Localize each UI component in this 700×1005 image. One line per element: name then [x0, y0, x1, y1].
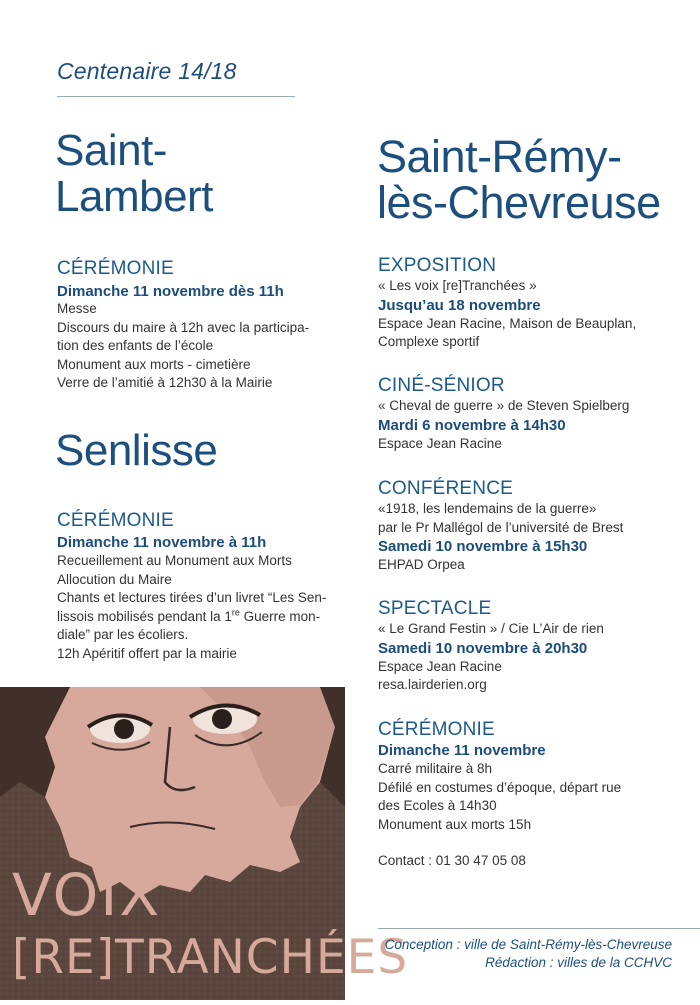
event-category: CONFÉRENCE — [378, 478, 514, 499]
poster-title-line2: [RE]TRANCHÉES — [12, 930, 409, 985]
event-exposition — [378, 255, 678, 352]
senlisse-date: Dimanche 11 novembre à 11h — [57, 534, 267, 551]
event-date: Samedi 10 novembre à 20h30 — [378, 639, 588, 657]
saint-lambert-category: CÉRÉMONIE — [57, 258, 174, 279]
saint-lambert-title-line1: Saint- — [55, 126, 167, 175]
credits-conception: Conception : ville de Saint-Rémy-lès-Chevreuse — [384, 937, 672, 952]
senlisse-details — [57, 552, 347, 663]
event-category: CÉRÉMONIE — [378, 719, 495, 740]
saint-lambert-line: Verre de l’amitié à 12h30 à la Mairie — [57, 375, 273, 390]
event-line: EHPAD Orpea — [378, 557, 465, 572]
senlisse-line-part: lissois mobilisés pendant la 1 — [57, 608, 232, 624]
voix-retranchees-poster — [0, 687, 409, 1000]
event-category: CINÉ-SÉNIOR — [378, 375, 505, 396]
senlisse-category: CÉRÉMONIE — [57, 510, 174, 531]
event-subtitle: « Cheval de guerre » de Steven Spielberg — [378, 398, 630, 413]
event-line: des Ecoles à 14h30 — [378, 798, 497, 813]
contact-phone: Contact : 01 30 47 05 08 — [378, 853, 526, 868]
event-subtitle: «1918, les lendemains de la guerre» — [378, 501, 597, 516]
saint-lambert-details — [57, 300, 347, 393]
credits-rule — [378, 928, 700, 929]
senlisse-line — [57, 608, 347, 627]
event-spectacle — [378, 598, 678, 695]
saint-lambert-line: Messe — [57, 301, 97, 316]
senlisse-line: Chants et lectures tirées d’un livret “Les Sen- — [57, 590, 327, 605]
event-line: Espace Jean Racine, Maison de Beauplan, — [378, 315, 637, 331]
event-line: Espace Jean Racine — [378, 658, 502, 674]
event-category: SPECTACLE — [378, 598, 492, 619]
ordinal-superscript: re — [231, 607, 240, 617]
event-date: Dimanche 11 novembre — [378, 742, 546, 759]
event-line: Complexe sportif — [378, 334, 480, 349]
event-link[interactable]: resa.lairderien.org — [378, 677, 487, 692]
saint-remy-title-line1: Saint-Rémy- — [377, 131, 622, 182]
saint-lambert-title-line2: Lambert — [55, 172, 213, 221]
credits-redaction: Rédaction : villes de la CCHVC — [485, 955, 672, 970]
event-line: Espace Jean Racine — [378, 435, 502, 451]
saint-remy-title — [377, 131, 661, 228]
event-line: Défilé en costumes d’époque, départ rue — [378, 779, 622, 795]
senlisse-title: Senlisse — [55, 426, 218, 475]
event-subtitle: « Le Grand Festin » / Cie L’Air de rien — [378, 621, 604, 636]
saint-lambert-title — [55, 128, 213, 220]
senlisse-line: diale” par les écoliers. — [57, 627, 189, 642]
saint-lambert-line: Monument aux morts - cimetière — [57, 356, 251, 372]
page-kicker: Centenaire 14/18 — [57, 58, 237, 84]
kicker-rule — [57, 96, 295, 97]
event-date: Jusqu’au 18 novembre — [378, 296, 541, 314]
senlisse-line: Recueillement au Monument aux Morts — [57, 553, 292, 568]
event-date: Mardi 6 novembre à 14h30 — [378, 416, 566, 434]
credits — [378, 936, 672, 972]
event-subtitle: « Les voix [re]Tranchées » — [378, 278, 537, 293]
senlisse-line-part: Guerre mon- — [239, 608, 321, 624]
event-category: EXPOSITION — [378, 255, 497, 276]
event-cine-senior — [378, 375, 678, 453]
saint-lambert-date: Dimanche 11 novembre dès 11h — [57, 283, 284, 300]
event-line: Monument aux morts 15h — [378, 816, 532, 832]
poster-title-line1: VOIX — [12, 861, 162, 929]
event-ceremonie — [378, 719, 670, 834]
event-subtitle-2: par le Pr Mallégol de l’université de Brest — [378, 519, 624, 535]
event-conference — [378, 478, 678, 575]
event-line: Carré militaire à 8h — [378, 761, 493, 776]
saint-lambert-line: Discours du maire à 12h avec la participa- — [57, 319, 310, 335]
saint-lambert-line: tion des enfants de l’école — [57, 338, 214, 353]
senlisse-line: Allocution du Maire — [57, 571, 172, 587]
senlisse-line: 12h Apéritif offert par la mairie — [57, 645, 237, 661]
event-date: Samedi 10 novembre à 15h30 — [378, 538, 588, 555]
saint-remy-title-line2: lès-Chevreuse — [377, 177, 661, 228]
